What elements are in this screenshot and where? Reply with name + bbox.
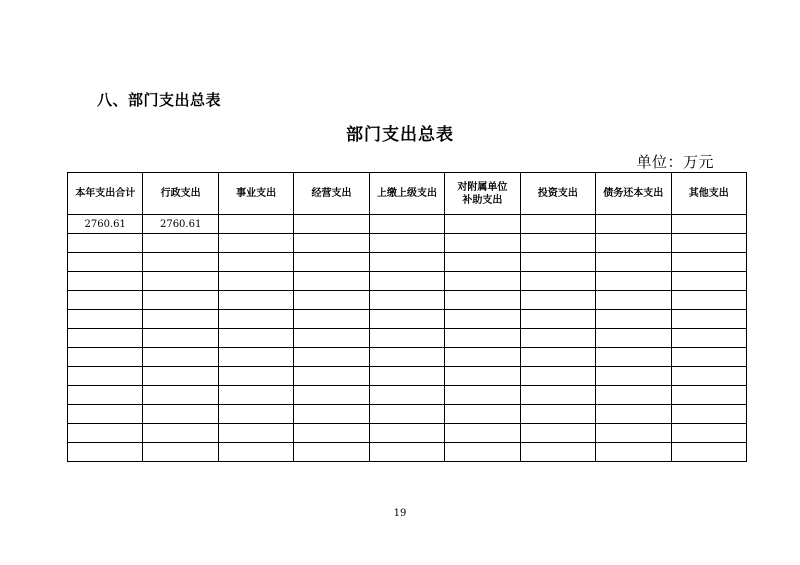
table-cell — [671, 386, 747, 405]
table-cell — [445, 329, 520, 348]
table-row-empty — [68, 272, 747, 291]
table-cell — [143, 291, 218, 310]
table-cell — [596, 291, 671, 310]
table-cell: 2760.61 — [68, 215, 143, 234]
col-debt-repayment: 债务还本支出 — [596, 173, 671, 215]
table-cell — [294, 367, 369, 386]
table-cell — [369, 443, 444, 462]
table-cell — [596, 424, 671, 443]
table-cell — [671, 348, 747, 367]
table-cell — [671, 253, 747, 272]
table-cell — [520, 310, 595, 329]
table-cell — [218, 386, 293, 405]
table-cell — [68, 234, 143, 253]
table-cell — [369, 348, 444, 367]
page-number: 19 — [393, 508, 407, 519]
table-cell — [294, 310, 369, 329]
table-cell — [218, 291, 293, 310]
table-cell — [520, 272, 595, 291]
table-cell — [445, 234, 520, 253]
table-cell — [520, 215, 595, 234]
table-cell — [143, 424, 218, 443]
table-cell — [445, 367, 520, 386]
table-cell — [294, 253, 369, 272]
table-cell — [671, 443, 747, 462]
table-cell — [445, 253, 520, 272]
table-cell — [143, 367, 218, 386]
table-cell: 2760.61 — [143, 215, 218, 234]
table-row-empty — [68, 443, 747, 462]
table-cell — [596, 348, 671, 367]
table-cell — [218, 443, 293, 462]
table-cell — [445, 348, 520, 367]
table-cell — [143, 405, 218, 424]
table-row-empty — [68, 329, 747, 348]
table-cell — [671, 405, 747, 424]
table-cell — [294, 424, 369, 443]
col-other: 其他支出 — [671, 173, 747, 215]
table-cell — [671, 329, 747, 348]
expenditure-table — [67, 172, 747, 462]
table-cell — [520, 424, 595, 443]
table-cell — [596, 367, 671, 386]
table-cell — [369, 405, 444, 424]
col-investment: 投资支出 — [520, 173, 595, 215]
table-row — [68, 215, 747, 234]
table-row-empty — [68, 367, 747, 386]
table-cell — [294, 234, 369, 253]
table-cell — [294, 348, 369, 367]
col-total-expenditure: 本年支出合计 — [68, 173, 143, 215]
table-cell — [68, 443, 143, 462]
col-administrative: 行政支出 — [143, 173, 218, 215]
table-cell — [68, 253, 143, 272]
col-remittance-to-superior: 上缴上级支出 — [369, 173, 444, 215]
table-row-empty — [68, 234, 747, 253]
table-cell — [294, 329, 369, 348]
table-cell — [520, 329, 595, 348]
table-cell — [68, 367, 143, 386]
table-cell — [218, 272, 293, 291]
table-cell — [143, 253, 218, 272]
table-cell — [671, 424, 747, 443]
table-cell — [294, 405, 369, 424]
table-row-empty — [68, 386, 747, 405]
table-cell — [445, 215, 520, 234]
table-cell — [520, 291, 595, 310]
table-cell — [671, 291, 747, 310]
table-cell — [369, 272, 444, 291]
table-cell — [369, 310, 444, 329]
table-cell — [143, 386, 218, 405]
section-heading: 八、部门支出总表 — [97, 91, 222, 109]
table-cell — [218, 234, 293, 253]
table-cell — [596, 253, 671, 272]
table-cell — [671, 234, 747, 253]
table-cell — [596, 329, 671, 348]
table-cell — [369, 367, 444, 386]
table-row-empty — [68, 310, 747, 329]
table-cell — [520, 443, 595, 462]
col-operating: 经营支出 — [294, 173, 369, 215]
table-cell — [445, 386, 520, 405]
table-cell — [445, 443, 520, 462]
table-cell — [218, 424, 293, 443]
col-public-service: 事业支出 — [218, 173, 293, 215]
table-cell — [218, 405, 293, 424]
table-cell — [596, 272, 671, 291]
table-cell — [294, 291, 369, 310]
table-row-empty — [68, 291, 747, 310]
table-cell — [445, 405, 520, 424]
table-cell — [218, 367, 293, 386]
table-cell — [294, 386, 369, 405]
table-cell — [68, 329, 143, 348]
unit-label: 单位：万元 — [636, 153, 714, 171]
table-cell — [671, 367, 747, 386]
table-cell — [369, 234, 444, 253]
table-cell — [520, 386, 595, 405]
table-title: 部门支出总表 — [346, 125, 454, 145]
table-cell — [596, 215, 671, 234]
table-cell — [218, 329, 293, 348]
table-cell — [294, 215, 369, 234]
table-cell — [143, 272, 218, 291]
table-cell — [445, 272, 520, 291]
table-row-empty — [68, 405, 747, 424]
table-cell — [671, 272, 747, 291]
table-cell — [68, 405, 143, 424]
table-cell — [143, 348, 218, 367]
table-cell — [520, 348, 595, 367]
table-cell — [596, 234, 671, 253]
table-cell — [68, 424, 143, 443]
table-cell — [218, 215, 293, 234]
table-cell — [369, 253, 444, 272]
table-cell — [369, 424, 444, 443]
table-cell — [445, 291, 520, 310]
table-cell — [143, 329, 218, 348]
table-cell — [143, 443, 218, 462]
table-cell — [520, 405, 595, 424]
table-cell — [68, 310, 143, 329]
table-cell — [369, 329, 444, 348]
table-cell — [596, 443, 671, 462]
table-cell — [671, 310, 747, 329]
table-cell — [520, 367, 595, 386]
table-row-empty — [68, 348, 747, 367]
table-cell — [520, 234, 595, 253]
table-row-empty — [68, 424, 747, 443]
table-cell — [294, 443, 369, 462]
col-subsidiary-subsidy: 对附属单位补助支出 — [445, 173, 520, 215]
table-cell — [596, 405, 671, 424]
table-cell — [143, 234, 218, 253]
table-cell — [445, 310, 520, 329]
table-cell — [369, 291, 444, 310]
table-cell — [143, 310, 218, 329]
table-cell — [294, 272, 369, 291]
table-cell — [445, 424, 520, 443]
table-cell — [369, 215, 444, 234]
table-cell — [68, 272, 143, 291]
table-cell — [68, 386, 143, 405]
table-cell — [596, 386, 671, 405]
table-cell — [68, 291, 143, 310]
table-cell — [596, 310, 671, 329]
table-cell — [218, 310, 293, 329]
table-cell — [520, 253, 595, 272]
table-cell — [218, 253, 293, 272]
table-header-row — [68, 173, 747, 215]
table-cell — [369, 386, 444, 405]
table-cell — [671, 215, 747, 234]
table-cell — [68, 348, 143, 367]
table-cell — [218, 348, 293, 367]
table-row-empty — [68, 253, 747, 272]
